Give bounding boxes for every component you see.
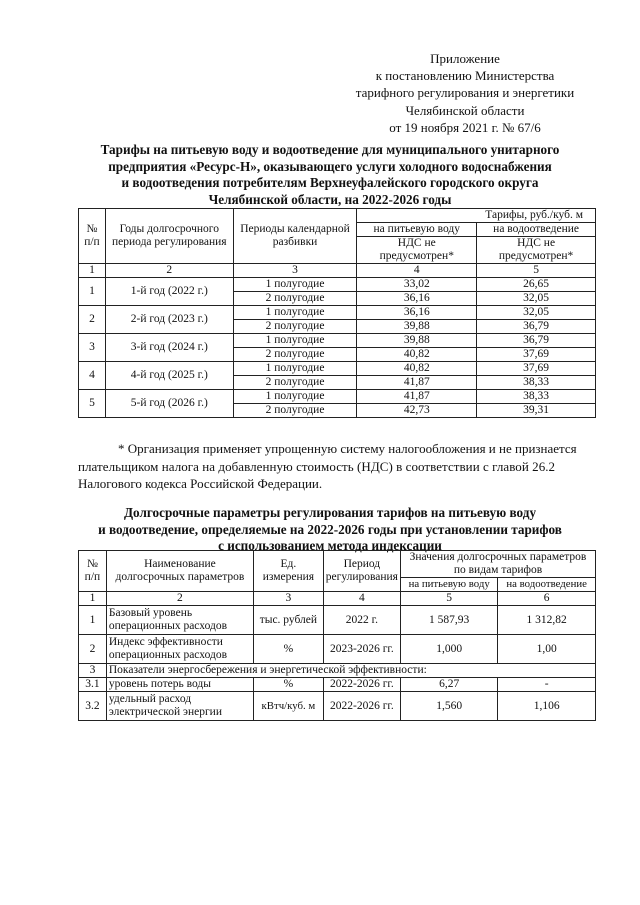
appendix-header — [330, 50, 600, 136]
row-period: 2022-2026 гг. — [323, 678, 400, 692]
tariffs-title — [70, 142, 590, 208]
row-waste-tariff: 26,65 — [477, 278, 596, 292]
table-row — [79, 635, 596, 664]
row-section-name: Показатели энергосбережения и энергетической эффективности: — [106, 664, 595, 678]
table-row — [79, 606, 596, 635]
row-water-tariff: 41,87 — [357, 376, 477, 390]
row-period: 2 полугодие — [233, 292, 357, 306]
row-period: 2 полугодие — [233, 320, 357, 334]
row-waste-tariff: 37,69 — [477, 362, 596, 376]
row-waste-value: 1,106 — [498, 692, 596, 721]
parameters-table — [78, 550, 596, 721]
row-water-tariff: 41,87 — [357, 390, 477, 404]
row-waste-tariff: 32,05 — [477, 292, 596, 306]
row-number: 4 — [79, 362, 106, 390]
row-period: 2023-2026 гг. — [323, 635, 400, 664]
title-line: и водоотведения потребителям Верхнеуфалейского городского округа — [121, 175, 539, 190]
row-water-value: 6,27 — [400, 678, 497, 692]
table-row — [79, 678, 596, 692]
title-line: предприятия «Ресурс-Н», оказывающего услуги холодного водоснабжения — [108, 158, 552, 174]
row-name: Базовый уровень операционных расходов — [106, 606, 253, 635]
row-unit: % — [253, 678, 323, 692]
row-period: 2022 г. — [323, 606, 400, 635]
row-number: 1 — [79, 278, 106, 306]
row-unit: тыс. рублей — [253, 606, 323, 635]
table-row — [79, 362, 596, 376]
row-period: 2 полугодие — [233, 376, 357, 390]
column-number: 3 — [233, 264, 357, 278]
column-number: 1 — [79, 264, 106, 278]
column-number: 4 — [357, 264, 477, 278]
tariffs-table — [78, 208, 596, 418]
title-line: и водоотведение, определяемые на 2022-2026 годы при установлении тарифов — [98, 521, 562, 537]
row-number: 1 — [79, 606, 107, 635]
row-water-tariff: 36,16 — [357, 306, 477, 320]
row-waste-tariff: 32,05 — [477, 306, 596, 320]
row-period: 1 полугодие — [233, 362, 357, 376]
row-number: 2 — [79, 306, 106, 334]
column-number: 4 — [323, 592, 400, 606]
row-year: 4-й год (2025 г.) — [105, 362, 233, 390]
header-periods: Периоды календарной разбивки — [233, 209, 357, 264]
header-water: на питьевую воду — [400, 578, 497, 592]
title-line: с использованием метода индексации — [218, 538, 442, 553]
column-number: 2 — [106, 592, 253, 606]
column-number: 2 — [105, 264, 233, 278]
title-line: Челябинской области, на 2022-2026 годы — [208, 191, 452, 207]
row-waste-tariff: 38,33 — [477, 376, 596, 390]
row-year: 3-й год (2024 г.) — [105, 334, 233, 362]
title-line: Тарифы на питьевую воду и водоотведение для муниципального унитарного — [100, 142, 560, 157]
row-year: 5-й год (2026 г.) — [105, 390, 233, 418]
table-row — [79, 306, 596, 320]
row-year: 2-й год (2023 г.) — [105, 306, 233, 334]
header-tariffs: Тарифы, руб./куб. м — [357, 209, 596, 223]
footnote-line: Налогового кодекса Российской Федерации. — [78, 476, 323, 491]
row-water-tariff: 36,16 — [357, 292, 477, 306]
row-water-tariff: 33,02 — [357, 278, 477, 292]
header-values: Значения долгосрочных параметров по видам тарифов — [400, 551, 595, 578]
column-number: 1 — [79, 592, 107, 606]
row-water-tariff: 40,82 — [357, 362, 477, 376]
footnote-line: * Организация применяет упрощенную систему налогообложения и не признается — [118, 441, 577, 456]
row-number: 2 — [79, 635, 107, 664]
title-line: Долгосрочные параметры регулирования тарифов на питьевую воду — [123, 505, 537, 520]
table-row — [79, 334, 596, 348]
row-unit: % — [253, 635, 323, 664]
row-water-tariff: 42,73 — [357, 404, 477, 418]
row-period: 2 полугодие — [233, 348, 357, 362]
row-waste-value: 1 312,82 — [498, 606, 596, 635]
row-water-value: 1 587,93 — [400, 606, 497, 635]
row-period: 1 полугодие — [233, 334, 357, 348]
row-period: 1 полугодие — [233, 278, 357, 292]
appendix-line: к постановлению Министерства — [375, 68, 555, 84]
table-row — [79, 692, 596, 721]
row-waste-tariff: 38,33 — [477, 390, 596, 404]
row-waste-tariff: 36,79 — [477, 334, 596, 348]
footnote — [78, 440, 596, 493]
row-waste-tariff: 39,31 — [477, 404, 596, 418]
row-name: Индекс эффективности операционных расходов — [106, 635, 253, 664]
row-waste-tariff: 36,79 — [477, 320, 596, 334]
header-num: № п/п — [79, 551, 107, 592]
row-water-value: 1,000 — [400, 635, 497, 664]
parameters-title — [70, 505, 590, 555]
row-water-value: 1,560 — [400, 692, 497, 721]
row-number: 3.2 — [79, 692, 107, 721]
row-waste-value: 1,00 — [498, 635, 596, 664]
header-waste: на водоотведение — [477, 223, 596, 237]
row-water-tariff: 40,82 — [357, 348, 477, 362]
appendix-line: тарифного регулирования и энергетики — [355, 85, 575, 101]
row-period: 2 полугодие — [233, 404, 357, 418]
row-name: уровень потерь воды — [106, 678, 253, 692]
header-vat-waste: НДС не предусмотрен* — [477, 237, 596, 264]
row-waste-value: - — [498, 678, 596, 692]
row-number: 3 — [79, 664, 107, 678]
header-years: Годы долгосрочного периода регулирования — [105, 209, 233, 264]
row-period: 1 полугодие — [233, 390, 357, 404]
header-unit: Ед. измерения — [253, 551, 323, 592]
appendix-line: Приложение — [430, 51, 500, 66]
table-row — [79, 664, 596, 678]
footnote-line: плательщиком налога на добавленную стоимость (НДС) в соответствии с главой 26.2 — [78, 458, 556, 474]
header-name: Наименование долгосрочных параметров — [106, 551, 253, 592]
header-period: Период регулирования — [323, 551, 400, 592]
header-num: № п/п — [79, 209, 106, 264]
row-unit: кВтч/куб. м — [253, 692, 323, 721]
row-name: удельный расход электрической энергии — [106, 692, 253, 721]
appendix-line: от 19 ноября 2021 г. № 67/6 — [389, 119, 541, 135]
header-water: на питьевую воду — [357, 223, 477, 237]
header-waste: на водоотведение — [498, 578, 596, 592]
row-period: 2022-2026 гг. — [323, 692, 400, 721]
row-number: 3.1 — [79, 678, 107, 692]
row-period: 1 полугодие — [233, 306, 357, 320]
row-number: 3 — [79, 334, 106, 362]
row-number: 5 — [79, 390, 106, 418]
column-number: 5 — [477, 264, 596, 278]
row-year: 1-й год (2022 г.) — [105, 278, 233, 306]
table-row — [79, 390, 596, 404]
table-row — [79, 278, 596, 292]
row-water-tariff: 39,88 — [357, 320, 477, 334]
column-number: 3 — [253, 592, 323, 606]
header-vat-water: НДС не предусмотрен* — [357, 237, 477, 264]
column-number: 5 — [400, 592, 497, 606]
column-number: 6 — [498, 592, 596, 606]
row-water-tariff: 39,88 — [357, 334, 477, 348]
appendix-line: Челябинской области — [405, 102, 525, 118]
row-waste-tariff: 37,69 — [477, 348, 596, 362]
